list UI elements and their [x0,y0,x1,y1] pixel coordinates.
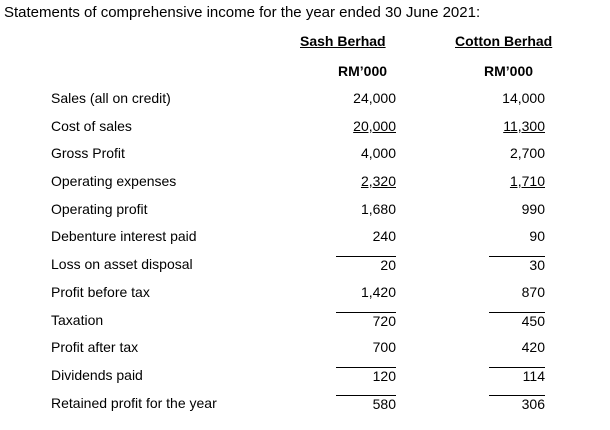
value-cotton: 2,700 [509,145,545,162]
row-label: Profit after tax [51,339,139,356]
row-label: Cost of sales [51,117,132,134]
row-label: Debenture interest paid [51,228,197,245]
row-label: Profit before tax [51,283,150,300]
table-row [0,280,610,308]
value-sash: 580 [336,395,396,412]
table-row [0,224,610,252]
value-cotton: 306 [489,395,545,412]
unit-heading-sash: RM’000 [338,63,388,79]
table-row [0,141,610,169]
table-row [0,252,610,280]
table-row [0,197,610,225]
company-heading-sash: Sash Berhad [300,33,386,49]
value-sash: 2,320 [360,173,396,190]
row-label: Retained profit for the year [51,394,217,411]
table-row [0,391,610,419]
table-row [0,169,610,197]
row-label: Dividends paid [51,366,143,383]
value-cotton: 90 [529,228,545,245]
value-sash: 120 [336,367,396,384]
table-row [0,114,610,142]
value-cotton: 11,300 [503,117,545,134]
row-label: Taxation [51,311,104,328]
value-sash: 20 [336,256,396,273]
table-row [0,308,610,336]
statement-table [0,86,610,418]
value-cotton: 14,000 [502,90,545,106]
value-sash: 4,000 [360,145,396,162]
value-cotton: 420 [521,339,545,356]
statement-title: Statements of comprehensive income for the year ended 30 June 2021: [4,4,481,21]
value-sash: 700 [372,339,396,356]
table-row [0,86,610,114]
row-label: Sales (all on credit) [51,90,171,106]
value-cotton: 990 [521,200,545,217]
row-label: Loss on asset disposal [51,256,193,273]
value-cotton: 1,710 [509,173,545,190]
value-sash: 720 [336,312,396,329]
value-cotton: 114 [489,367,545,384]
table-row [0,363,610,391]
row-label: Operating expenses [51,173,177,190]
value-cotton: 30 [489,256,545,273]
unit-heading-cotton: RM’000 [484,63,534,79]
table-row [0,335,610,363]
company-heading-cotton: Cotton Berhad [455,33,553,49]
row-label: Gross Profit [51,145,125,162]
row-label: Operating profit [51,200,148,217]
value-sash: 240 [372,228,396,245]
value-sash: 24,000 [353,90,396,106]
value-sash: 1,420 [360,283,396,300]
value-sash: 1,680 [360,200,396,217]
value-cotton: 450 [489,312,545,329]
value-sash: 20,000 [353,117,396,134]
value-cotton: 870 [521,283,545,300]
